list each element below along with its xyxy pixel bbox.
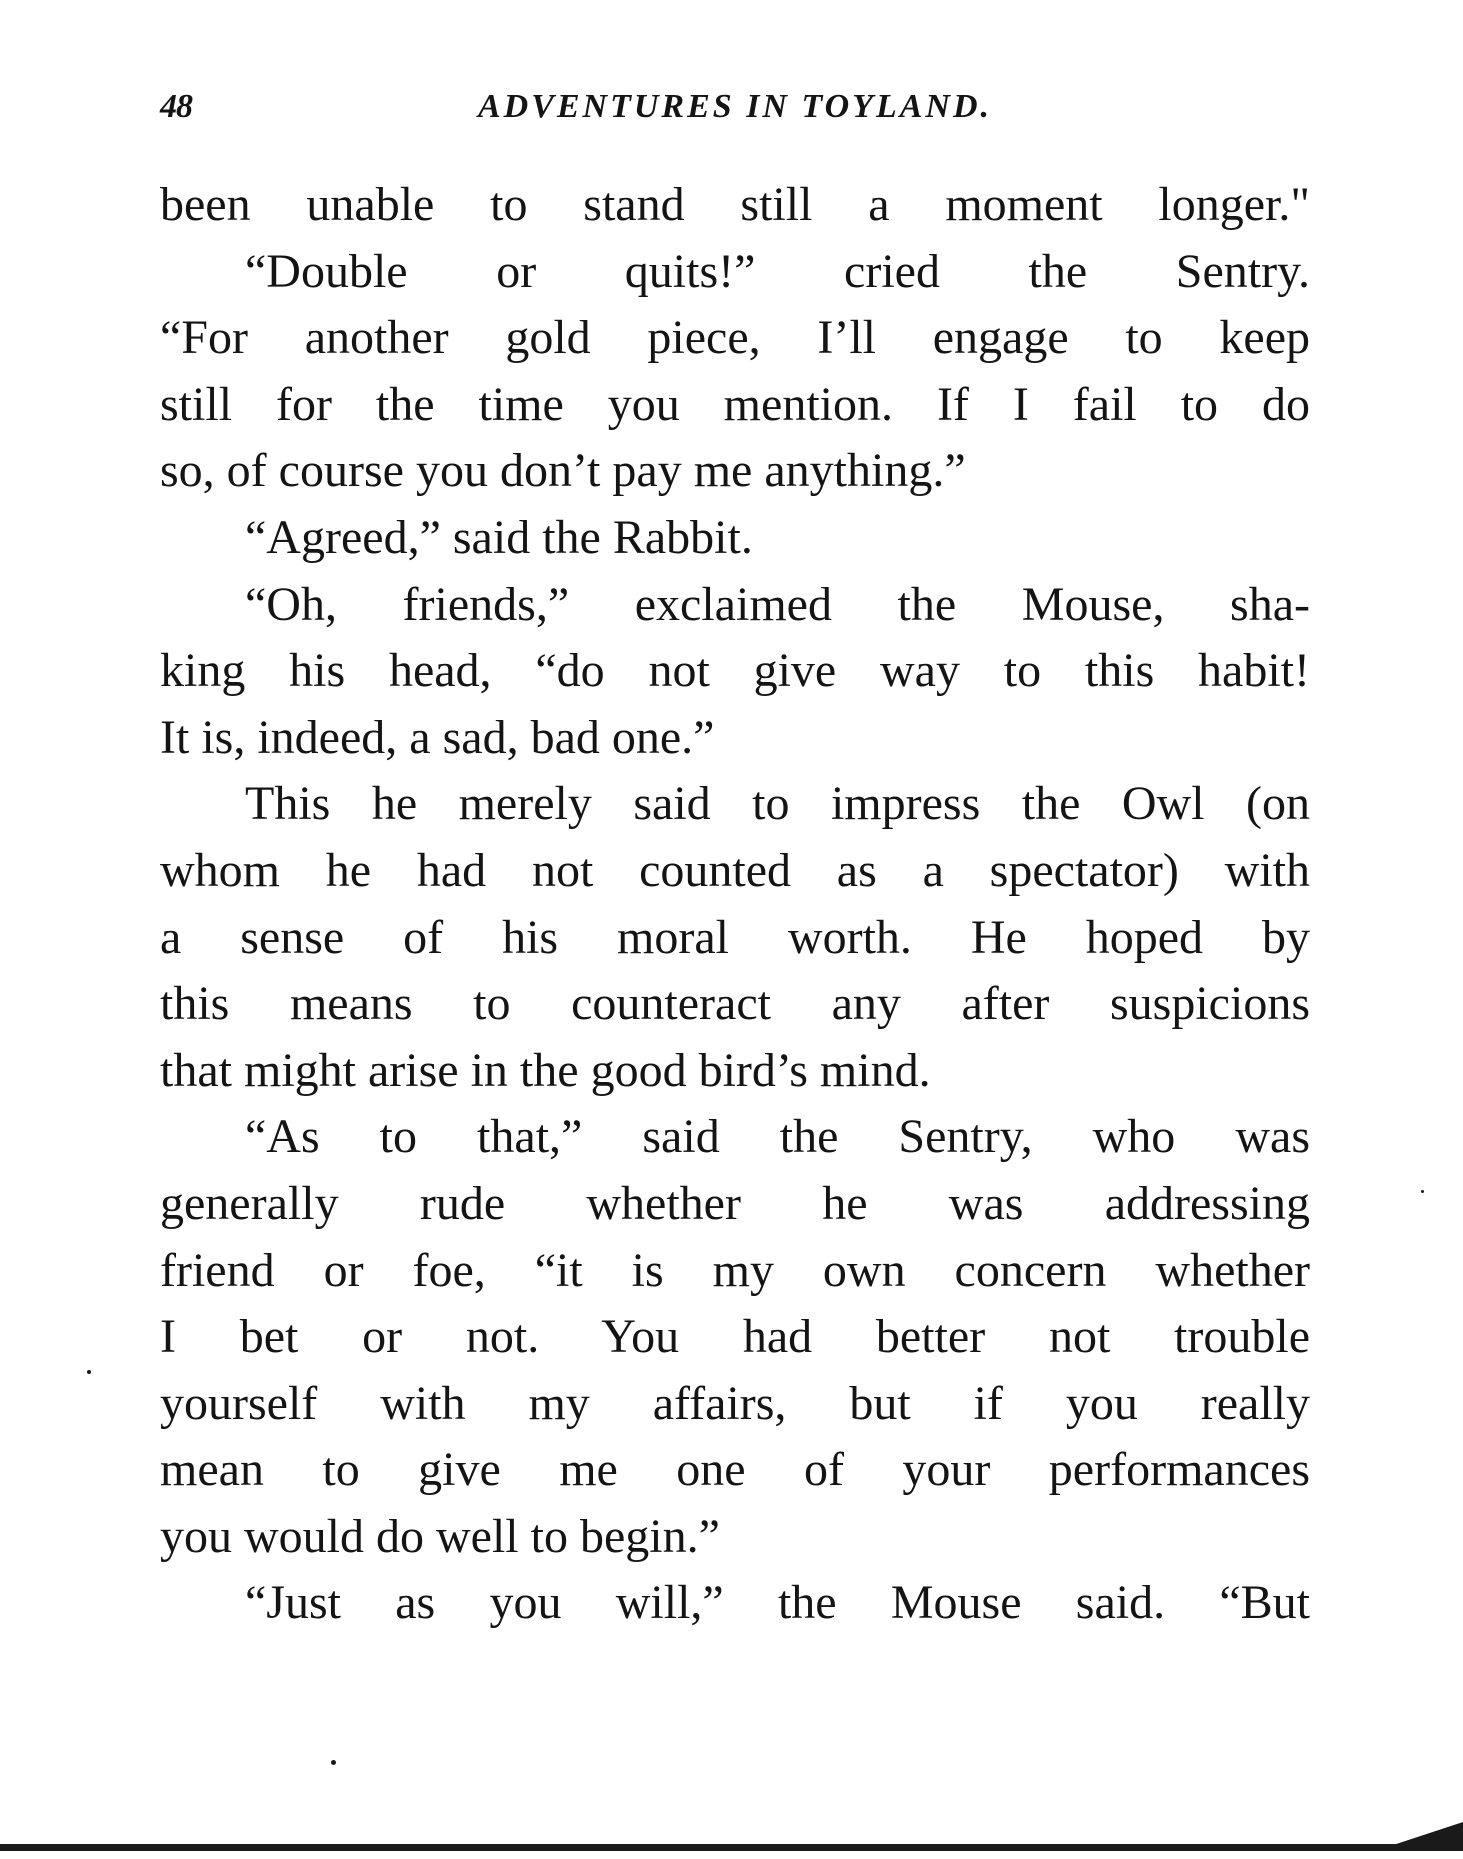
text-line: generally rude whether he was addressing [160,1176,1310,1230]
text-line: “Just as you will,” the Mouse said. “But [245,1576,1310,1630]
scan-edge-rule [0,1844,1463,1851]
text-line: “Agreed,” said the Rabbit. [245,510,753,564]
text-line: This he merely said to impress the Owl (on [245,777,1310,831]
text-line: king his head, “do not give way to this habit! [160,644,1310,698]
text-line: yourself with my affairs, but if you really [160,1376,1310,1430]
text-line: whom he had not counted as a spectator) with [160,843,1310,897]
text-line: “Oh, friends,” exclaimed the Mouse, sha- [245,577,1310,631]
body-text [160,172,1310,1637]
ink-speck [1421,1190,1424,1193]
text-line: “Double or quits!” cried the Sentry. [245,244,1310,298]
ink-speck [87,1370,91,1374]
text-line: “As to that,” said the Sentry, who was [245,1110,1310,1164]
ink-speck [331,1760,336,1765]
scan-edge-mark [1390,1822,1463,1846]
text-line: you would do well to begin.” [160,1509,720,1563]
page-number: 48 [160,88,192,125]
text-line: mean to give me one of your performances [160,1443,1310,1497]
text-line: I bet or not. You had better not trouble [160,1310,1310,1364]
text-line: still for the time you mention. If I fail to do [160,377,1310,431]
text-line: so, of course you don’t pay me anything.” [160,444,966,498]
running-title: ADVENTURES IN TOYLAND. [477,88,993,125]
text-line: been unable to stand still a moment longer." [160,178,1310,231]
text-line: a sense of his moral worth. He hoped by [160,910,1310,964]
text-line: that might arise in the good bird’s mind. [160,1043,931,1097]
text-line: friend or foe, “it is my own concern whether [160,1243,1310,1297]
text-line: “For another gold piece, I’ll engage to keep [160,311,1310,365]
text-line: It is, indeed, a sad, bad one.” [160,710,715,764]
text-line: this means to counteract any after suspicions [160,977,1310,1031]
page-header [160,88,1310,138]
